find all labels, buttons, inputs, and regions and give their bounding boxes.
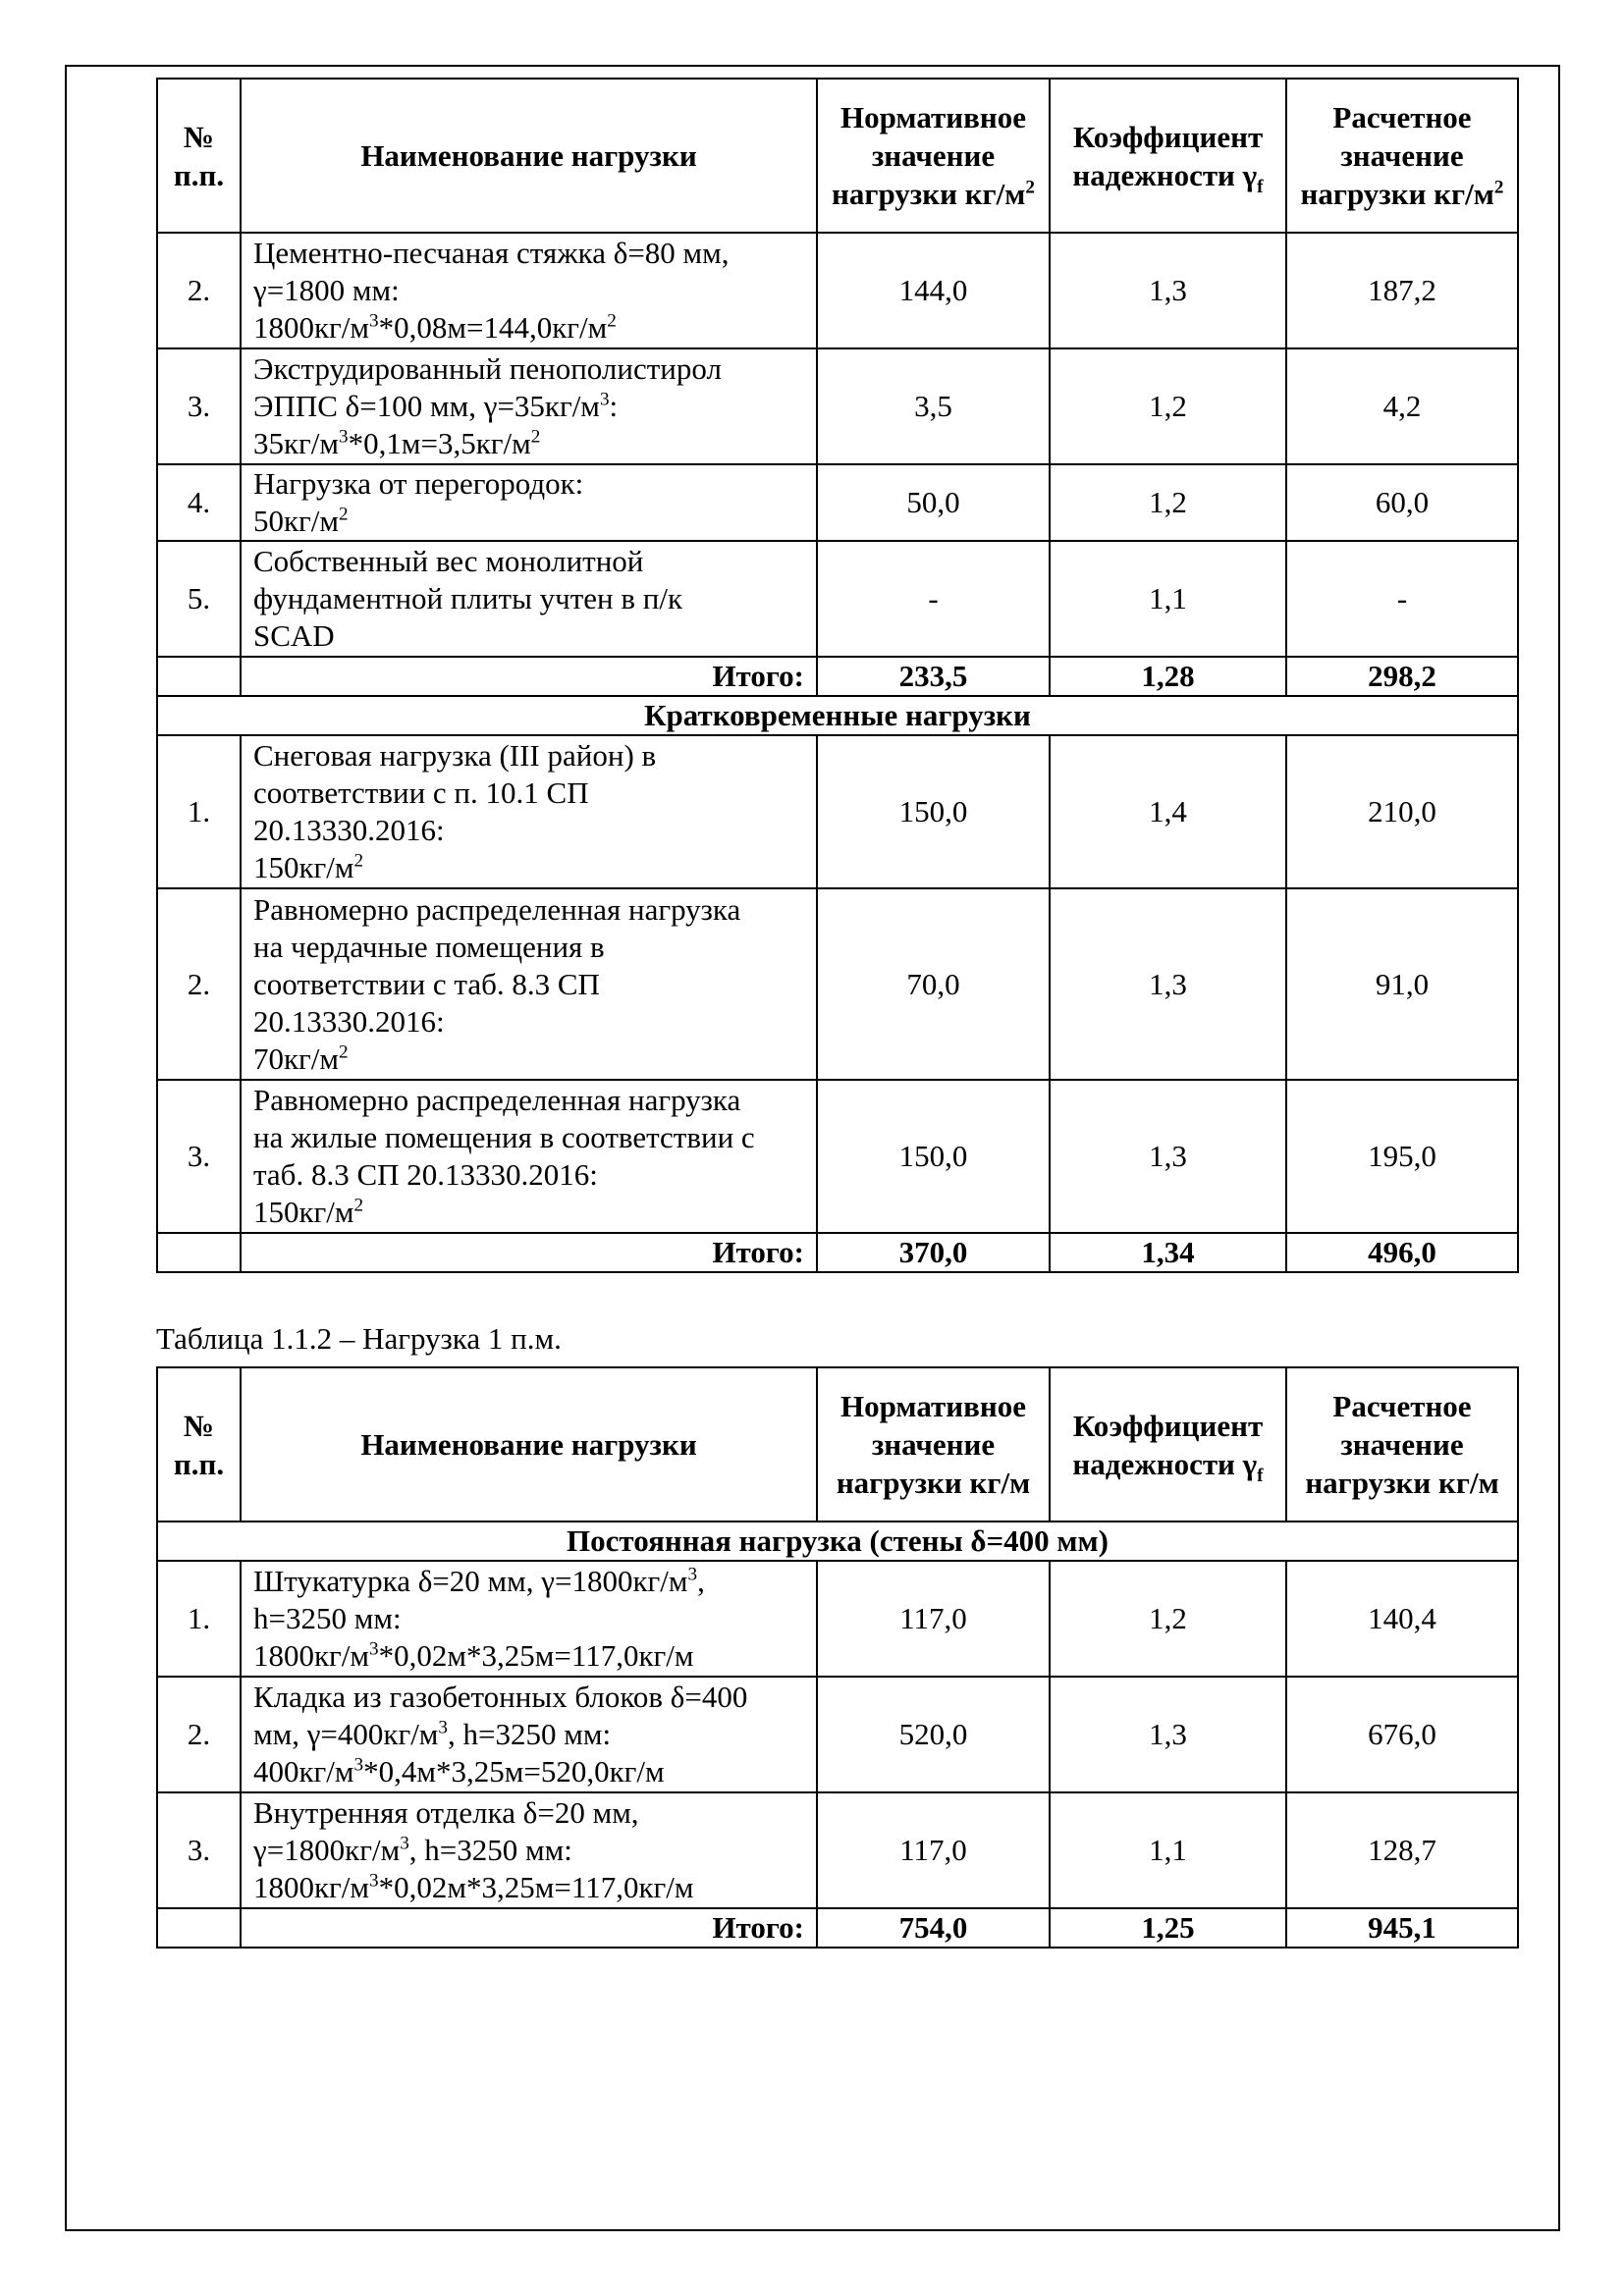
row-calc-value: 676,0 [1286, 1677, 1518, 1792]
row-calc-value: 128,7 [1286, 1792, 1518, 1908]
col-header-num: № п.п. [157, 79, 241, 233]
row-number: 3. [157, 348, 241, 464]
table-row [157, 888, 1518, 1080]
row-number: 2. [157, 233, 241, 348]
row-calc-value: 210,0 [1286, 735, 1518, 888]
table-row [157, 735, 1518, 888]
row-number: 2. [157, 1677, 241, 1792]
row-calc-value: 187,2 [1286, 233, 1518, 348]
row-coef-value: 1,3 [1050, 1677, 1286, 1792]
row-name: Экструдированный пенополистирол ЭППС δ=100 мм, $\gamma=35кг/м^3$: $35кг/м^3*0,1м=3,5кг/м^2$ [241, 348, 817, 464]
row-number: 2. [157, 888, 241, 1080]
row-coef-value: 1,3 [1050, 233, 1286, 348]
total-coef-value: 1,34 [1050, 1233, 1286, 1272]
row-name: Штукатурка δ=20 мм, $\gamma=1800кг/м^3$, h=3250 мм: $1800кг/м^3*0,02м*3,25м=117,0кг/м$ [241, 1561, 817, 1677]
row-name: Нагрузка от перегородок: $50кг/м^2$ [241, 464, 817, 541]
row-coef-value: 1,1 [1050, 541, 1286, 657]
total-norm-value: 370,0 [817, 1233, 1050, 1272]
table-header-row [157, 79, 1518, 233]
col-header-num: № п.п. [157, 1367, 241, 1522]
total-row [157, 1908, 1518, 1948]
col-header-coef: Коэффициент надежности $\gamma_f$ [1050, 1367, 1286, 1522]
row-name: Кладка из газобетонных блоков δ=400 мм, $\gamma=400кг/м^3$, h=3250 мм: $400кг/м^3*0,4м*3,25м=520,0кг/м$ [241, 1677, 817, 1792]
total-norm-value: 754,0 [817, 1908, 1050, 1948]
col-header-calc: Расчетное значение нагрузки $кг/м^2$ [1286, 79, 1518, 233]
row-coef-value: 1,3 [1050, 1080, 1286, 1233]
row-coef-value: 1,1 [1050, 1792, 1286, 1908]
row-name: Внутренняя отделка δ=20 мм, $\gamma=1800кг/м^3$, h=3250 мм: $1800кг/м^3*0,02м*3,25м=117,0кг/м$ [241, 1792, 817, 1908]
row-norm-value: 50,0 [817, 464, 1050, 541]
row-norm-value: 70,0 [817, 888, 1050, 1080]
total-empty-cell [157, 657, 241, 696]
row-norm-value: 144,0 [817, 233, 1050, 348]
col-header-calc: Расчетное значение нагрузки кг/м [1286, 1367, 1518, 1522]
total-calc-value: 298,2 [1286, 657, 1518, 696]
table-row [157, 1080, 1518, 1233]
total-coef-value: 1,28 [1050, 657, 1286, 696]
total-calc-value: 496,0 [1286, 1233, 1518, 1272]
row-number: 3. [157, 1792, 241, 1908]
total-label: Итого: [241, 1233, 817, 1272]
total-row [157, 1233, 1518, 1272]
total-norm-value: 233,5 [817, 657, 1050, 696]
row-coef-value: 1,2 [1050, 464, 1286, 541]
table-row [157, 1561, 1518, 1677]
table-header-row [157, 1367, 1518, 1522]
table-caption: Таблица 1.1.2 – Нагрузка 1 п.м. [156, 1321, 562, 1356]
section-title: Кратковременные нагрузки [157, 696, 1518, 735]
row-coef-value: 1,2 [1050, 348, 1286, 464]
row-name: Снеговая нагрузка (III район) в соответствии с п. 10.1 СП 20.13330.2016: $150кг/м^2$ [241, 735, 817, 888]
section-row [157, 1522, 1518, 1561]
row-calc-value: 4,2 [1286, 348, 1518, 464]
row-number: 1. [157, 735, 241, 888]
row-number: 1. [157, 1561, 241, 1677]
row-number: 3. [157, 1080, 241, 1233]
row-calc-value: 195,0 [1286, 1080, 1518, 1233]
row-norm-value: 3,5 [817, 348, 1050, 464]
row-calc-value: 91,0 [1286, 888, 1518, 1080]
total-label: Итого: [241, 657, 817, 696]
row-calc-value: - [1286, 541, 1518, 657]
row-number: 4. [157, 464, 241, 541]
total-coef-value: 1,25 [1050, 1908, 1286, 1948]
table-row [157, 1792, 1518, 1908]
row-norm-value: 150,0 [817, 735, 1050, 888]
row-name: Собственный вес монолитной фундаментной плиты учтен в п/к SCAD [241, 541, 817, 657]
row-norm-value: 520,0 [817, 1677, 1050, 1792]
total-row [157, 657, 1518, 696]
section-title: Постоянная нагрузка (стены δ=400 мм) [157, 1522, 1518, 1561]
col-header-name: Наименование нагрузки [241, 1367, 817, 1522]
row-norm-value: 117,0 [817, 1792, 1050, 1908]
col-header-coef: Коэффициент надежности $\gamma_f$ [1050, 79, 1286, 233]
col-header-norm: Нормативное значение нагрузки кг/м [817, 1367, 1050, 1522]
row-coef-value: 1,3 [1050, 888, 1286, 1080]
row-norm-value: 117,0 [817, 1561, 1050, 1677]
table-row [157, 233, 1518, 348]
loads-table-1 [156, 78, 1519, 1273]
row-norm-value: 150,0 [817, 1080, 1050, 1233]
table-row [157, 1677, 1518, 1792]
table-row [157, 464, 1518, 541]
total-calc-value: 945,1 [1286, 1908, 1518, 1948]
col-header-norm: Нормативное значение нагрузки $кг/м^2$ [817, 79, 1050, 233]
col-header-name: Наименование нагрузки [241, 79, 817, 233]
table-row [157, 541, 1518, 657]
total-label: Итого: [241, 1908, 817, 1948]
loads-table-2 [156, 1366, 1519, 1949]
row-name: Цементно-песчаная стяжка δ=80 мм, γ=1800 мм: $1800кг/м^3*0,08м=144,0кг/м^2$ [241, 233, 817, 348]
row-norm-value: - [817, 541, 1050, 657]
row-name: Равномерно распределенная нагрузка на чердачные помещения в соответствии с таб. 8.3 СП 20.13330.2016: $70кг/м^2$ [241, 888, 817, 1080]
row-number: 5. [157, 541, 241, 657]
row-calc-value: 140,4 [1286, 1561, 1518, 1677]
total-empty-cell [157, 1908, 241, 1948]
row-coef-value: 1,4 [1050, 735, 1286, 888]
total-empty-cell [157, 1233, 241, 1272]
row-calc-value: 60,0 [1286, 464, 1518, 541]
table-row [157, 348, 1518, 464]
row-coef-value: 1,2 [1050, 1561, 1286, 1677]
row-name: Равномерно распределенная нагрузка на жилые помещения в соответствии с таб. 8.3 СП 20.13330.2016: $150кг/м^2$ [241, 1080, 817, 1233]
section-row [157, 696, 1518, 735]
